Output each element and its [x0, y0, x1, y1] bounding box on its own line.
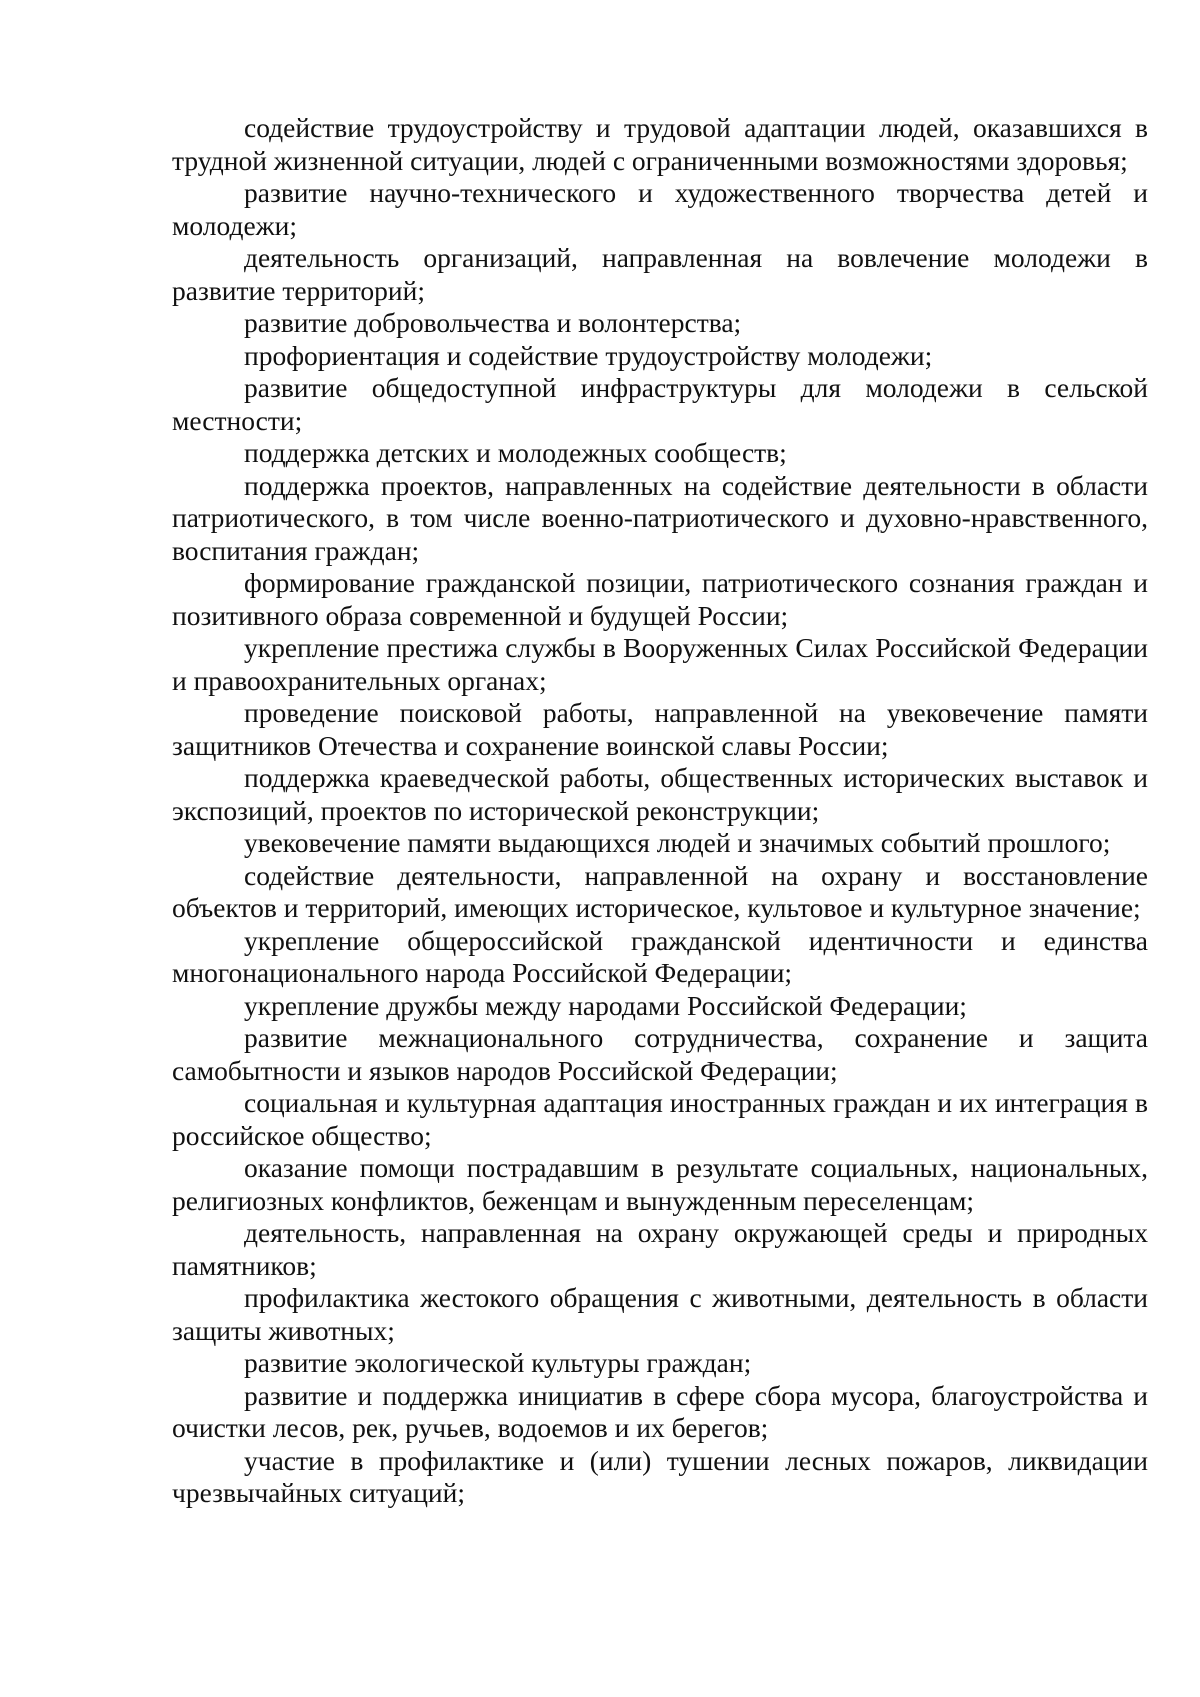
list-item: развитие экологической культуры граждан; [244, 1347, 752, 1378]
list-item: укрепление престижа службы в Вооруженных Силах Российской Федерации и правоохранительных органах; [172, 632, 1148, 696]
list-item: содействие деятельности, направленной на охрану и восстановление объектов и территорий, имеющих историческое, культовое и культурное значение; [172, 859, 1148, 923]
list-item: укрепление дружбы между народами Российской Федерации; [244, 989, 967, 1021]
list-item: профориентация и содействие трудоустройству молодежи; [244, 339, 933, 371]
list-item: профилактика жестокого обращения с животными, деятельность в области защиты животных; [172, 1282, 1148, 1346]
list-item: поддержка краеведческой работы, общественных исторических выставок и экспозиций, проектов по исторической реконструкции; [172, 762, 1148, 826]
list-item: проведение поисковой работы, направленной на увековечение памяти защитников Отечества и сохранение воинской славы России; [172, 697, 1148, 761]
list-item: поддержка детских и молодежных сообществ; [244, 437, 787, 468]
list-item: поддержка проектов, направленных на содействие деятельности в области патриотического, в том числе военно-патриотического и духовно-нравственного, воспитания граждан; [172, 469, 1148, 566]
list-item: деятельность организаций, направленная на вовлечение молодежи в развитие территорий; [172, 242, 1148, 306]
list-item: развитие добровольчества и волонтерства; [244, 307, 742, 338]
list-item: развитие научно-технического и художественного творчества детей и молодежи; [172, 177, 1148, 241]
list-item: социальная и культурная адаптация иностранных граждан и их интеграция в российское общество; [172, 1087, 1148, 1151]
list-item: оказание помощи пострадавшим в результате социальных, национальных, религиозных конфликтов, беженцам и вынужденным переселенцам; [172, 1152, 1148, 1216]
list-item: содействие трудоустройству и трудовой адаптации людей, оказавшихся в трудной жизненной ситуации, людей с ограниченными возможностями здоровья; [172, 112, 1148, 176]
list-item: укрепление общероссийской гражданской идентичности и единства многонационального народа Российской Федерации; [172, 924, 1148, 988]
list-item: увековечение памяти выдающихся людей и значимых событий прошлого; [244, 827, 1111, 858]
list-item: развитие общедоступной инфраструктуры для молодежи в сельской местности; [172, 372, 1148, 436]
list-item: участие в профилактике и (или) тушении лесных пожаров, ликвидации чрезвычайных ситуаций; [172, 1444, 1148, 1508]
list-item: формирование гражданской позиции, патриотического сознания граждан и позитивного образа современной и будущей России; [172, 567, 1148, 631]
document-page [172, 112, 1148, 1510]
list-item: развитие и поддержка инициатив в сфере сбора мусора, благоустройства и очистки лесов, рек, ручьев, водоемов и их берегов; [172, 1379, 1148, 1443]
list-item: развитие межнационального сотрудничества, сохранение и защита самобытности и языков народов Российской Федерации; [172, 1022, 1148, 1086]
list-item: деятельность, направленная на охрану окружающей среды и природных памятников; [172, 1217, 1148, 1281]
